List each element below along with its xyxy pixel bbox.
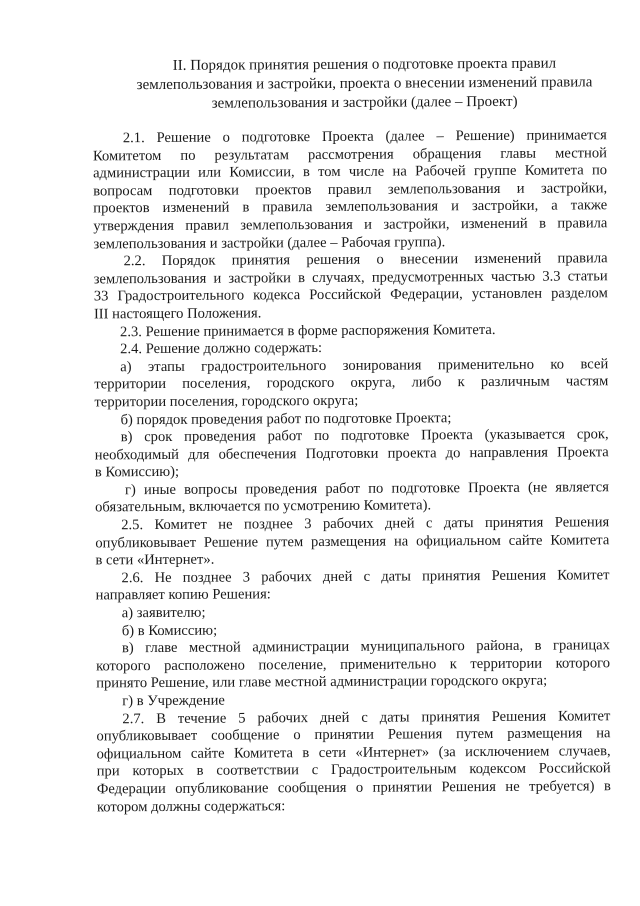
text-line: опубликовывает сообщение о принятии Решения путем размещения на [96,725,611,745]
text-line: администрации или Комиссии, в том числе на Рабочей группе Комитета по [93,162,608,182]
text-line: в Комиссию); [94,464,180,481]
text-line: принято Решение, или главе местной администрации городского округа; [96,673,548,692]
text-line: Федерации опубликование сообщения о принятии Решения не требуется) в [96,778,611,798]
text-line: землепользования и застройки (далее – Рабочая группа). [93,233,446,252]
text-line: в) срок проведения работ по подготовке Проекта (указывается срок, [120,426,609,446]
text-line: 2.5. Комитет не позднее 3 рабочих дней с даты принятия Решения [121,514,610,534]
paragraph-p2-7 [96,708,611,817]
text-line: 2.3. Решение принимается в форме распоряжения Комитета. [119,321,496,340]
document-body [93,127,611,816]
text-line: которого расположено поселение, применительно к территории которого [96,655,611,675]
text-line: в сети «Интернет». [95,551,215,569]
text-line: опубликовывает Решение путем размещения на официальном сайте Комитета [95,531,610,552]
text-line: вопросам подготовки проектов правил землепользования и застройки, [93,180,608,200]
text-line: 2.6. Не позднее 3 рабочих дней с даты принятия Решения Комитет [121,567,610,587]
title-line: II. Порядок принятия решения о подготовке проекта правил [172,55,557,74]
text-line: обязательным, включается по усмотрению Комитета). [95,497,432,516]
text-line: при которых в соответствии с Градостроительным кодексом Российской [96,760,611,780]
paragraph-p2-4a [94,356,608,412]
text-line: землепользования и застройки в случаях, предусмотренных частью 3.3 статьи [93,267,608,288]
text-line: необходимый для обеспечения Подготовки проекта до направления Проекта [94,443,609,464]
text-line: проектов изменений в правила землепользования и застройки, а также [93,197,608,217]
text-line: территории поселения, городского округа; [94,392,359,411]
paragraph-p2-4g [95,479,609,517]
title-line: землепользования и застройки (далее – Проект) [211,93,518,112]
paragraph-p2-5 [95,514,609,570]
text-line: утверждения правил землепользования и застройки, изменений в правила [93,215,608,235]
text-line: а) заявителю; [121,604,206,622]
paragraph-p2-2 [94,250,608,324]
text-line: г) в Учреждение [122,692,225,710]
text-line: III настоящего Положения. [93,305,262,323]
text-line: б) порядок проведения работ по подготовке Проекта; [120,409,452,428]
paragraph-p2-4v [95,426,609,482]
text-line: 2.7. В течение 5 рабочих дней с даты принятия Решения Комитет [122,707,611,727]
text-line: официальном сайте Комитета в сети «Интернет» (за исключением случаев, [96,743,611,763]
paragraph-p2-1 [93,127,608,253]
text-line: 33 Градостроительного кодекса Российской Федерации, установлен разделом [93,285,608,305]
text-line: б) в Комиссию; [121,622,218,639]
text-line: 2.2. Порядок принятия решения о внесении изменений правила [123,250,608,270]
text-line: а) этапы градостроительного зонирования применительно ко всей [120,355,609,375]
paragraph-p2-6 [95,567,609,605]
text-line: направляет копию Решения: [95,586,271,604]
text-line: Комитетом по результатам рассмотрения обращения главы местной [92,144,607,164]
text-line: в) главе местной администрации муниципального района, в границах [121,637,610,657]
text-line: 2.1. Решение о подготовке Проекта (далее – Решение) принимается [122,127,607,147]
paragraph-p2-6v [96,637,610,693]
section-title [92,54,606,114]
text-line: территории поселения, городского округа, либо к различным частям [94,373,609,393]
title-line: землепользования и застройки, проекта о внесении изменений правила [136,74,593,94]
text-line: 2.4. Решение должно содержать: [120,340,323,358]
text-line: г) иные вопросы проведения работ по подготовке Проекта (не является [124,479,610,499]
text-line: котором должны содержаться: [96,797,286,815]
